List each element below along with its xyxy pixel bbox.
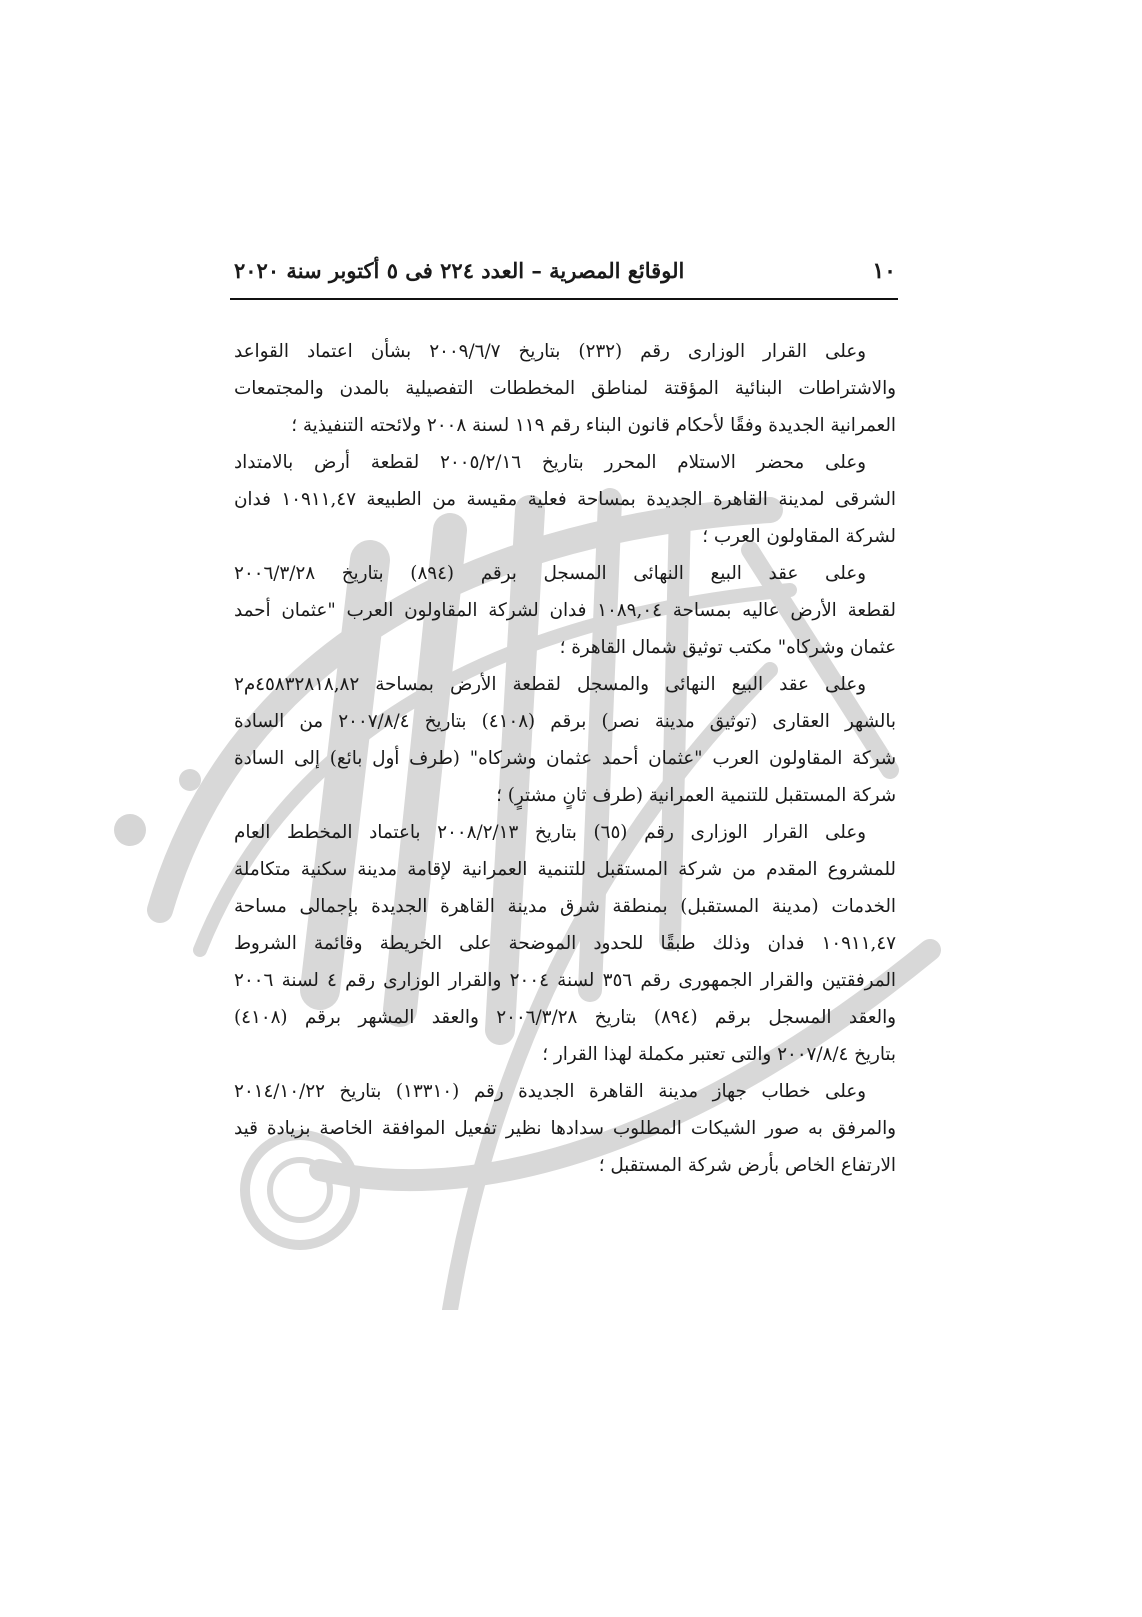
text-line: ١٠٩١١,٤٧ فدان وذلك طبقًا للحدود الموضحة على الخريطة وقائمة الشروط xyxy=(234,933,896,954)
paragraph xyxy=(234,1073,896,1184)
text-line: بتاريخ ٢٠٠٧/٨/٤ والتى تعتبر مكملة لهذا القرار ؛ xyxy=(542,1044,896,1065)
text-line: وعلى محضر الاستلام المحرر بتاريخ ٢٠٠٥/٢/١٦ لقطعة أرض بالامتداد xyxy=(234,452,866,473)
paragraph xyxy=(234,444,896,555)
paragraph xyxy=(234,333,896,444)
text-line: الارتفاع الخاص بأرض شركة المستقبل ؛ xyxy=(598,1155,896,1176)
page-header xyxy=(234,256,896,292)
gazette-header-title: الوقائع المصرية – العدد ٢٢٤ فى ٥ أكتوبر سنة ٢٠٢٠ xyxy=(234,258,685,283)
text-line: لقطعة الأرض عاليه بمساحة ١٠٨٩,٠٤ فدان لشركة المقاولون العرب "عثمان أحمد xyxy=(234,600,896,621)
text-line: وعلى عقد البيع النهائى والمسجل لقطعة الأرض بمساحة ٤٥٨٣٢٨١٨,٨٢م٢ xyxy=(234,674,866,695)
text-line: وعلى عقد البيع النهائى المسجل برقم (٨٩٤) بتاريخ ٢٠٠٦/٣/٢٨ xyxy=(234,563,866,584)
text-line: بالشهر العقارى (توثيق مدينة نصر) برقم (٤١٠٨) بتاريخ ٢٠٠٧/٨/٤ من السادة xyxy=(234,711,896,732)
header-rule xyxy=(230,298,898,300)
text-line: العمرانية الجديدة وفقًا لأحكام قانون البناء رقم ١١٩ لسنة ٢٠٠٨ ولائحته التنفيذية ؛ xyxy=(291,415,896,436)
text-line: الشرقى لمدينة القاهرة الجديدة بمساحة فعلية مقيسة من الطبيعة ١٠٩١١,٤٧ فدان xyxy=(234,489,896,510)
text-line: وعلى القرار الوزارى رقم (٢٣٢) بتاريخ ٢٠٠٩/٦/٧ بشأن اعتماد القواعد xyxy=(234,341,866,362)
text-line: وعلى خطاب جهاز مدينة القاهرة الجديدة رقم (١٣٣١٠) بتاريخ ٢٠١٤/١٠/٢٢ xyxy=(234,1081,866,1102)
text-line: شركة المستقبل للتنمية العمرانية (طرف ثانٍ مشترٍ) ؛ xyxy=(496,785,896,806)
text-line: للمشروع المقدم من شركة المستقبل للتنمية العمرانية لإقامة مدينة سكنية متكاملة xyxy=(234,859,896,880)
paragraph xyxy=(234,666,896,814)
text-line: وعلى القرار الوزارى رقم (٦٥) بتاريخ ٢٠٠٨/٢/١٣ باعتماد المخطط العام xyxy=(234,822,866,843)
paragraph xyxy=(234,814,896,1073)
text-line: والعقد المسجل برقم (٨٩٤) بتاريخ ٢٠٠٦/٣/٢٨ والعقد المشهر برقم (٤١٠٨) xyxy=(234,1007,896,1028)
text-line: شركة المقاولون العرب "عثمان أحمد عثمان وشركاه" (طرف أول بائع) إلى السادة xyxy=(234,748,896,769)
text-line: الخدمات (مدينة المستقبل) بمنطقة شرق مدينة القاهرة الجديدة بإجمالى مساحة xyxy=(234,896,896,917)
text-line: المرفقتين والقرار الجمهورى رقم ٣٥٦ لسنة ٢٠٠٤ والقرار الوزارى رقم ٤ لسنة ٢٠٠٦ xyxy=(234,970,896,991)
document-body xyxy=(234,333,896,1184)
text-line: عثمان وشركاه" مكتب توثيق شمال القاهرة ؛ xyxy=(559,637,896,658)
page-number: ١٠ xyxy=(872,258,896,284)
text-line: والاشتراطات البنائية المؤقتة لمناطق المخططات التفصيلية بالمدن والمجتمعات xyxy=(234,378,896,399)
text-line: لشركة المقاولون العرب ؛ xyxy=(702,526,896,547)
paragraph xyxy=(234,555,896,666)
text-line: والمرفق به صور الشيكات المطلوب سدادها نظير تفعيل الموافقة الخاصة بزيادة قيد xyxy=(234,1118,896,1139)
